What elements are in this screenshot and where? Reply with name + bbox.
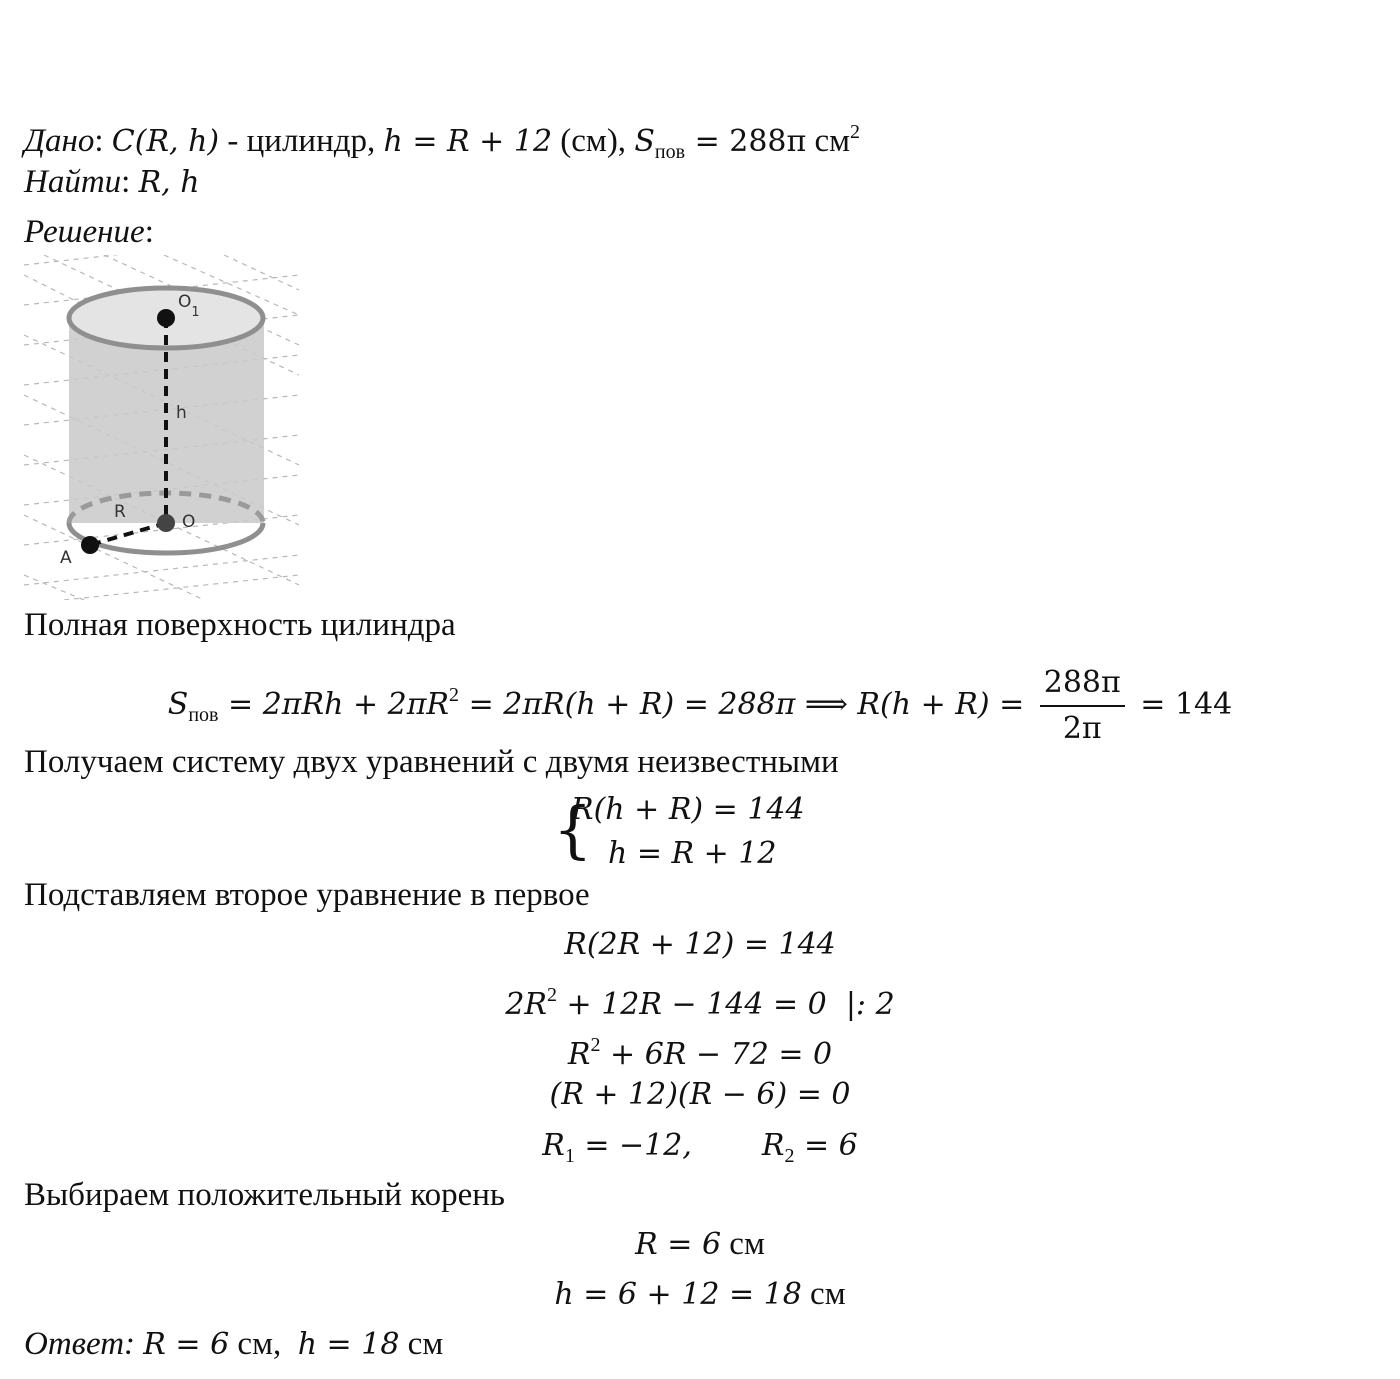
given-s-exponent: 2 xyxy=(850,121,860,143)
label-o: O xyxy=(182,512,196,532)
find-line: Найти: R, h xyxy=(24,164,200,200)
solution-label: Решение xyxy=(24,214,145,250)
equation-3: $R^2 + 6R - 72 = 0$ xyxy=(567,1034,833,1072)
cylinder-figure xyxy=(24,255,299,600)
formula-s-symbol: S xyxy=(167,687,189,722)
point-a xyxy=(81,536,99,554)
system-brace: { xyxy=(553,793,593,866)
fraction-denominator: 2π xyxy=(1062,711,1102,747)
given-s-unit: см xyxy=(806,123,850,159)
system-equation-2: h = R + 12 xyxy=(608,836,777,871)
text-substitute: Подставляем второе уравнение в первое xyxy=(24,877,590,913)
label-h: h xyxy=(176,403,187,423)
result-r: R = 6 см xyxy=(635,1226,765,1262)
equation-roots: $R_1 = -12$, $R_2 = 6$ xyxy=(542,1128,858,1167)
given-label: Дано xyxy=(24,123,95,159)
answer-line xyxy=(24,1324,443,1365)
given-line: Дано: C(R, h) - цилиндр, h = R + 12 (см), $S_{пов} = 288\pi$ $см^2$ xyxy=(24,121,860,163)
point-o xyxy=(157,514,175,532)
given-h-equation: h = R + 12 xyxy=(383,124,553,159)
formula-surface xyxy=(0,650,1400,747)
answer-label: Ответ: xyxy=(24,1326,136,1362)
text-positive-root: Выбираем положительный корень xyxy=(24,1177,505,1213)
solution-line: Решение: xyxy=(24,214,154,250)
answer-r-unit: см, xyxy=(229,1326,282,1362)
text-system: Получаем систему двух уравнений с двумя неизвестными xyxy=(24,744,839,780)
equation-1: R(2R + 12) = 144 xyxy=(564,927,836,962)
point-o1 xyxy=(157,309,175,327)
formula-part-b: = 2πR(h + R) = 288π ⟹ R(h + R) = xyxy=(459,687,1034,722)
radius-line xyxy=(90,523,166,545)
given-s-value: = 288π xyxy=(685,124,807,159)
equation-system xyxy=(553,790,853,880)
answer-r: R = 6 xyxy=(143,1327,230,1362)
given-cylinder: C(R, h) xyxy=(111,124,220,159)
given-s-subscript: пов xyxy=(654,141,686,163)
formula-s-subscript: пов xyxy=(188,704,219,726)
equation-4: (R + 12)(R − 6) = 0 xyxy=(549,1077,851,1112)
formula-part-a: = 2πRh + 2πR xyxy=(218,687,450,722)
system-equation-1: R(h + R) = 144 xyxy=(571,792,805,827)
text-full-surface: Полная поверхность цилиндра xyxy=(24,607,456,643)
formula-tail: = 144 xyxy=(1130,687,1233,722)
label-r: R xyxy=(114,502,126,522)
equation-2: $2R^2 + 12R - 144 = 0$ |: 2 xyxy=(505,984,895,1022)
find-label: Найти xyxy=(24,164,122,200)
answer-h-unit: см xyxy=(399,1326,444,1362)
answer-h: h = 18 xyxy=(297,1327,400,1362)
label-a: A xyxy=(60,548,72,568)
given-s-symbol: S xyxy=(634,124,655,159)
find-value: R, h xyxy=(138,165,200,200)
label-o1: $O_1$ xyxy=(178,292,200,320)
formula-exponent: 2 xyxy=(449,684,460,706)
result-h: h = 6 + 12 = 18 см xyxy=(554,1276,846,1312)
given-h-unit: (см), xyxy=(552,123,635,159)
formula-fraction xyxy=(1040,663,1125,749)
given-dash: - цилиндр, xyxy=(219,123,384,159)
fraction-numerator: 288π xyxy=(1040,663,1125,707)
